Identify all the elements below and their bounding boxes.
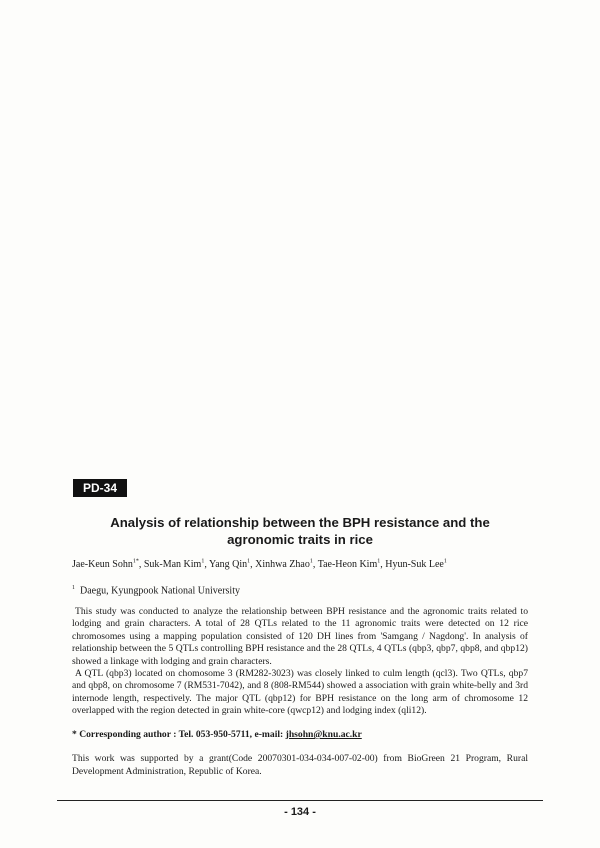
acknowledgement: This work was supported by a grant(Code 20070301-034-034-007-02-00) from BioGreen 21 Program, Rural Development Administration, Republic of Korea. <box>72 753 528 777</box>
author: Yang Qin$^1$, <box>208 559 256 571</box>
affiliation-text: Daegu, Kyungpook National University <box>80 585 240 597</box>
corresponding-author <box>72 729 528 741</box>
title-line-2: agronomic traits in rice <box>227 532 373 547</box>
abstract-paragraph-2: A QTL (qbp3) located on chomosome 3 (RM282-3023) was closely linked to culm length (qcl3). Two QTLs, qbp7 and qbp8, on chromosome 7 (RM531-7042), and 8 (808-RM544) showed a association with grain white-belly and 3rd internode length, respectively. The major QTL (qbp12) for BPH resistance on the long arm of chromosome 12 overlapped with the region detected in grain white-core (qwcp12) and lodging index (qli12). <box>72 668 528 717</box>
abstract-paragraph-1: This study was conducted to analyze the relationship between BPH resistance and the agronomic traits related to lodging and grain characters. A total of 28 QTLs related to the 11 agronomic traits were detected on 12 rice chromosomes using a mapping population consisted of 120 DH lines from 'Samgang / Nagdong'. In analysis of relationship between the 5 QTLs controlling BPH resistance and the 28 QTLs, 4 QTLs (qbp3, qbp7, qbp8, and qbp12) showed a linkage with lodging and grain characters. <box>72 606 528 667</box>
author: Jae-Keun Sohn$^{1*}$, <box>72 559 144 571</box>
author-list <box>72 556 542 571</box>
page-number: - 134 - <box>284 806 316 818</box>
abstract <box>72 606 528 718</box>
affiliation <box>72 582 542 597</box>
author: Xinhwa Zhao$^1$, <box>255 559 318 571</box>
title-line-1: Analysis of relationship between the BPH resistance and the <box>110 515 490 530</box>
author: Tae-Heon Kim$^1$, <box>317 559 386 571</box>
corresponding-email-link[interactable]: jhsohn@knu.ac.kr <box>285 729 362 740</box>
paper-title <box>60 514 540 548</box>
affiliation-marker: 1 <box>72 585 75 591</box>
author: Hyun-Suk Lee$^1$ <box>385 559 447 571</box>
author: Suk-Man Kim$^1$, <box>143 559 209 571</box>
footer-divider <box>57 800 543 801</box>
corresponding-label: * Corresponding author : Tel. 053-950-5711, e-mail: <box>72 729 286 740</box>
session-badge: PD-34 <box>73 479 127 497</box>
